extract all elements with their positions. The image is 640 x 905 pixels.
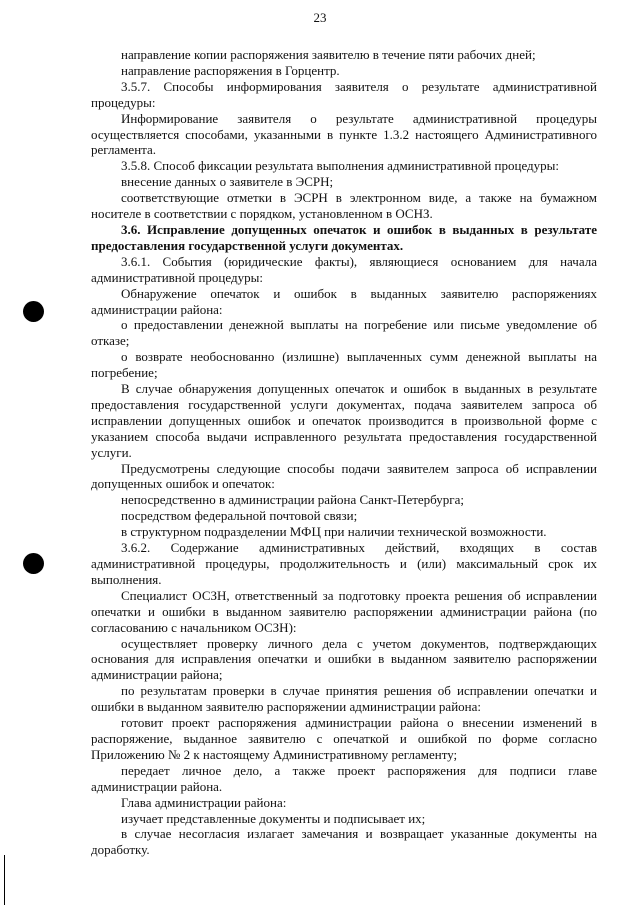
paragraph: 3.5.7. Способы информирования заявителя о результате административной процедуры:	[91, 78, 597, 110]
paragraph: Информирование заявителя о результате административной процедуры осуществляется способами, указанными в пункте 1.3.2 настоящего Административного регламента.	[91, 110, 597, 158]
paragraph: о предоставлении денежной выплаты на погребение или письме уведомление об отказе;	[91, 317, 597, 349]
paragraph: 3.6.1. События (юридические факты), являющиеся основанием для начала административной процедуры:	[91, 253, 597, 285]
paragraph: 3.6.2. Содержание административных действий, входящих в состав административной процедуры, продолжительность и (или) максимальный срок их выполнения.	[91, 540, 597, 587]
paragraph: посредством федеральной почтовой связи;	[121, 508, 358, 524]
scan-edge-mark	[4, 855, 5, 905]
paragraph: готовит проект распоряжения администрации района о внесении изменений в распоряжение, выданное заявителю с опечаткой и ошибкой по форме согласно Приложению № 2 к настоящему Административному регламенту;	[91, 715, 597, 762]
paragraph: Предусмотрены следующие способы подачи заявителем запроса об исправлении допущенных ошибок и опечаток:	[91, 460, 597, 492]
paragraph: соответствующие отметки в ЭСРН в электронном виде, а также на бумажном носителе в соответствии с порядком, установленном в ОСНЗ.	[91, 190, 597, 222]
paragraph: Обнаружение опечаток и ошибок в выданных заявителю распоряжениях администрации района:	[91, 285, 597, 317]
punch-hole-top	[23, 301, 44, 322]
paragraph: в случае несогласия излагает замечания и возвращает указанные документы на доработку.	[91, 826, 597, 858]
paragraph: в структурном подразделении МФЦ при наличии технической возможности.	[121, 524, 547, 540]
page-number: 23	[313, 10, 327, 25]
document-body	[91, 47, 597, 858]
paragraph: направление копии распоряжения заявителю в течение пяти рабочих дней;	[121, 47, 536, 62]
section-heading: 3.6. Исправление допущенных опечаток и ошибок в выданных в результате предоставления государственной услуги документах.	[91, 221, 597, 253]
paragraph: В случае обнаружения допущенных опечаток и ошибок в выданных в результате предоставления государственной услуги документах, подача заявителем запроса об исправлении допущенных ошибок и опечаток производится в произвольной форме с указанием способа выдачи исправленного результата предоставления государственной услуги.	[91, 381, 597, 460]
paragraph: внесение данных о заявителе в ЭСРН;	[121, 174, 334, 190]
paragraph: Глава администрации района:	[121, 794, 287, 810]
paragraph: непосредственно в администрации района Санкт-Петербурга;	[121, 492, 465, 508]
paragraph: по результатам проверки в случае принятия решения об исправлении опечатки и ошибки в выданном заявителю распоряжении администрации района:	[91, 683, 597, 715]
paragraph: изучает представленные документы и подписывает их;	[121, 810, 426, 826]
paragraph: Специалист ОСЗН, ответственный за подготовку проекта решения об исправлении опечатки и ошибки в выданном заявителю распоряжении администрации района (по согласованию с начальником ОСЗН):	[91, 587, 597, 635]
paragraph: 3.5.8. Способ фиксации результата выполнения административной процедуры:	[121, 158, 560, 174]
paragraph: осуществляет проверку личного дела с учетом документов, подтверждающих основания для исправления опечатки и ошибки в выданном заявителю распоряжении администрации района;	[91, 635, 597, 683]
paragraph: о возврате необоснованно (излишне) выплаченных сумм денежной выплаты на погребение;	[91, 349, 597, 381]
paragraph: направление распоряжения в Горцентр.	[121, 62, 340, 78]
punch-hole-bottom	[23, 553, 44, 574]
paragraph: передает личное дело, а также проект распоряжения для подписи главе администрации района.	[91, 762, 597, 794]
